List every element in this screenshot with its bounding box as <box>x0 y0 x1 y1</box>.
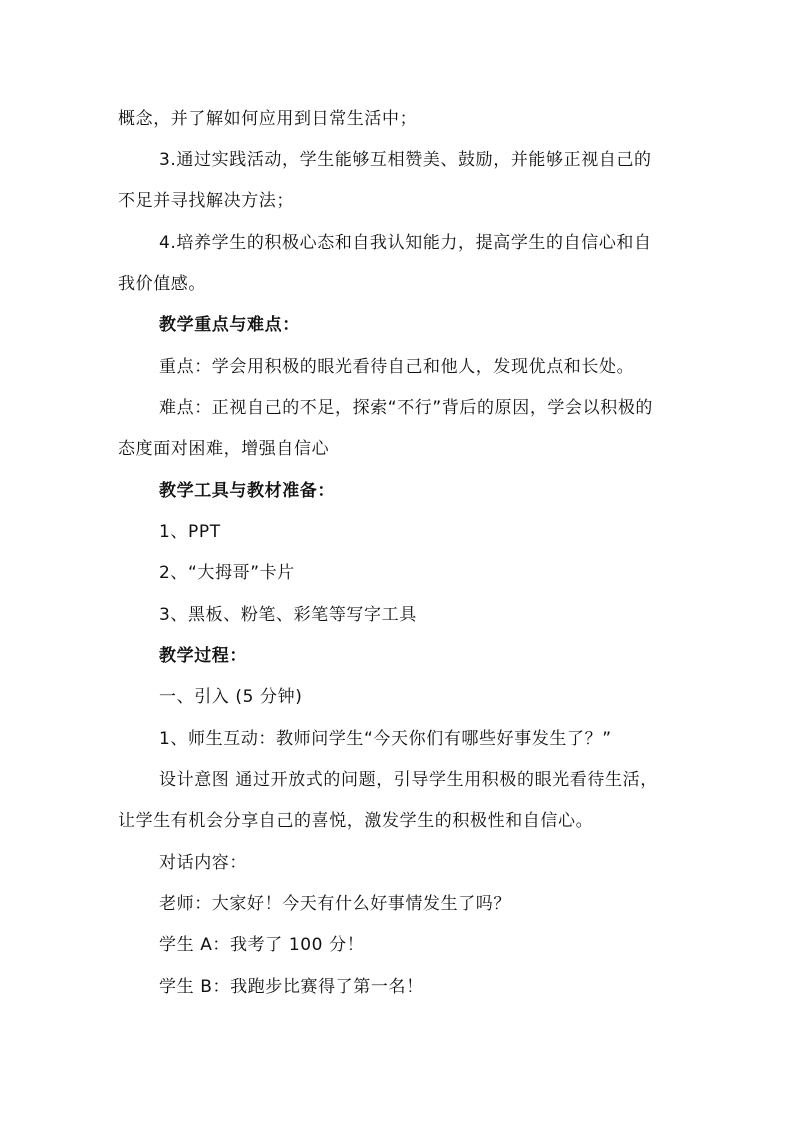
difficulty-line-1: 难点：正视自己的不足，探索“不行”背后的原因，学会以积极的 <box>159 398 654 418</box>
dialogue-student-a: 学生 A：我考了 100 分！ <box>159 935 365 955</box>
design-intent-line-2: 让学生有机会分享自己的喜悦，激发学生的积极性和自信心。 <box>118 811 594 831</box>
tool-item-1: 1、PPT <box>159 522 221 542</box>
dialogue-heading: 对话内容： <box>159 853 247 873</box>
objective-3-line-2: 不足并寻找解决方法； <box>118 191 294 211</box>
section-intro-title: 一、引入 (5 分钟) <box>159 687 303 707</box>
interaction-line: 1、师生互动：教师问学生“今天你们有哪些好事发生了？” <box>159 729 612 749</box>
difficulty-line-2: 态度面对困难，增强自信心 <box>118 439 330 459</box>
heading-teaching-process: 教学过程： <box>159 646 247 666</box>
objective-4-line-2: 我价值感。 <box>118 274 206 294</box>
paragraph-line: 概念，并了解如何应用到日常生活中； <box>118 109 418 129</box>
key-point-line: 重点：学会用积极的眼光看待自己和他人，发现优点和长处。 <box>159 357 635 377</box>
design-intent-line-1: 设计意图 通过开放式的问题，引导学生用积极的眼光看待生活， <box>159 770 658 790</box>
dialogue-student-b: 学生 B：我跑步比赛得了第一名！ <box>159 977 424 997</box>
heading-teaching-tools: 教学工具与教材准备： <box>159 481 335 501</box>
heading-key-points: 教学重点与难点： <box>159 315 300 335</box>
tool-item-3: 3、黑板、粉笔、彩笔等写字工具 <box>159 605 417 625</box>
tool-item-2: 2、“大拇哥”卡片 <box>159 563 295 583</box>
objective-3-line-1: 3.通过实践活动，学生能够互相赞美、鼓励，并能够正视自己的 <box>159 150 652 170</box>
dialogue-teacher: 老师：大家好！今天有什么好事情发生了吗？ <box>159 894 511 914</box>
objective-4-line-1: 4.培养学生的积极心态和自我认知能力，提高学生的自信心和自 <box>159 233 652 253</box>
